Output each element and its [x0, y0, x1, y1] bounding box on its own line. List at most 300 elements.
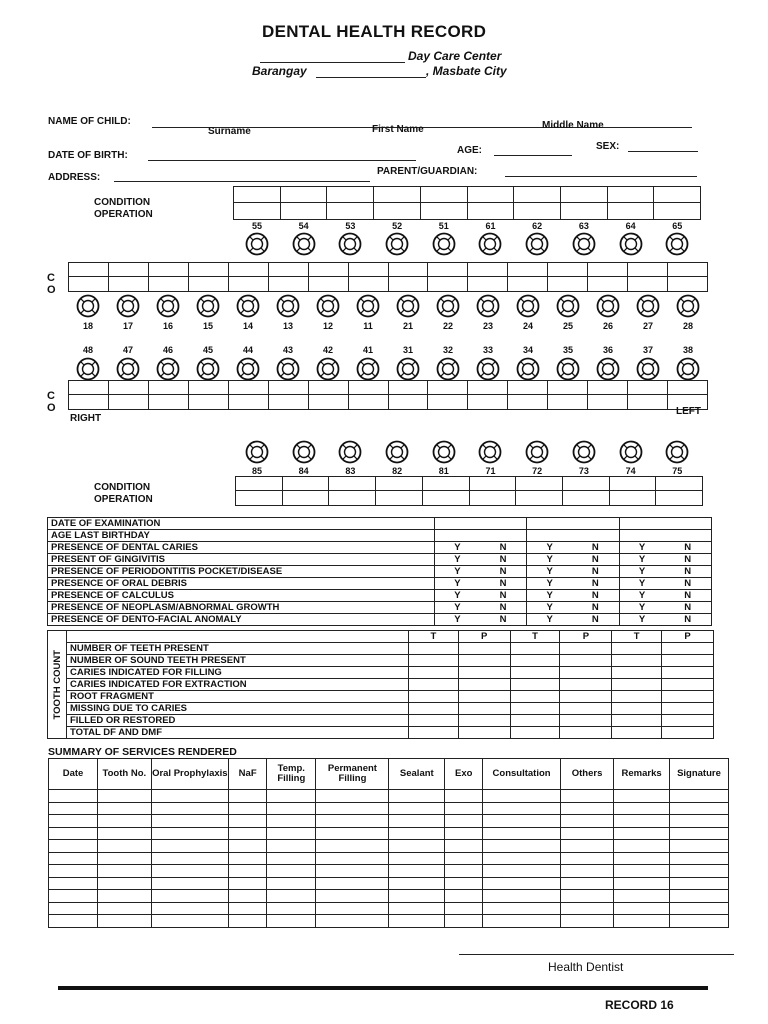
tooth-count-cell[interactable] [662, 655, 714, 667]
services-cell[interactable] [614, 890, 670, 903]
co-cell[interactable] [234, 187, 280, 202]
tooth-count-cell[interactable] [662, 691, 714, 703]
tooth-count-cell[interactable] [409, 691, 459, 703]
services-cell[interactable] [229, 890, 267, 903]
tooth-32-icon[interactable] [436, 357, 460, 381]
tooth-count-cell[interactable] [662, 679, 714, 691]
co-cell[interactable] [228, 381, 268, 394]
tooth-count-cell[interactable] [458, 667, 510, 679]
co-cell[interactable] [667, 381, 707, 394]
tooth-count-cell[interactable] [458, 715, 510, 727]
services-cell[interactable] [229, 827, 267, 840]
services-cell[interactable] [267, 865, 316, 878]
services-cell[interactable] [445, 815, 483, 828]
services-cell[interactable] [316, 840, 389, 853]
tooth-count-cell[interactable] [510, 727, 560, 739]
co-cell[interactable] [420, 203, 467, 219]
tooth-84-icon[interactable] [292, 440, 316, 464]
tooth-17-icon[interactable] [116, 294, 140, 318]
tooth-83-icon[interactable] [338, 440, 362, 464]
services-cell[interactable] [389, 877, 445, 890]
tooth-count-cell[interactable] [612, 691, 662, 703]
tooth-count-cell[interactable] [510, 715, 560, 727]
co-cell[interactable] [560, 187, 607, 202]
co-cell[interactable] [108, 381, 148, 394]
co-cell[interactable] [108, 277, 148, 291]
exam-y-option[interactable]: Y [619, 614, 664, 626]
tooth-count-cell[interactable] [510, 643, 560, 655]
co-cell[interactable] [420, 187, 467, 202]
tooth-count-cell[interactable] [662, 667, 714, 679]
exam-n-option[interactable]: N [572, 554, 619, 566]
exam-y-option[interactable]: Y [527, 566, 572, 578]
exam-n-option[interactable]: N [664, 578, 711, 590]
exam-n-option[interactable]: N [664, 602, 711, 614]
tooth-count-cell[interactable] [409, 715, 459, 727]
services-cell[interactable] [98, 790, 151, 803]
co-cell[interactable] [627, 395, 667, 409]
services-cell[interactable] [389, 827, 445, 840]
co-cell[interactable] [326, 203, 373, 219]
co-cell[interactable] [427, 395, 467, 409]
co-cell[interactable] [469, 491, 516, 505]
services-cell[interactable] [389, 890, 445, 903]
tooth-38-icon[interactable] [676, 357, 700, 381]
tooth-21-icon[interactable] [396, 294, 420, 318]
exam-y-option[interactable]: Y [527, 542, 572, 554]
services-cell[interactable] [151, 852, 228, 865]
services-cell[interactable] [98, 865, 151, 878]
services-cell[interactable] [316, 877, 389, 890]
tooth-14-icon[interactable] [236, 294, 260, 318]
tooth-42-icon[interactable] [316, 357, 340, 381]
services-cell[interactable] [151, 890, 228, 903]
co-cell[interactable] [469, 477, 516, 490]
co-cell[interactable] [308, 381, 348, 394]
co-cell[interactable] [268, 395, 308, 409]
co-cell[interactable] [427, 263, 467, 276]
services-cell[interactable] [229, 852, 267, 865]
tooth-count-cell[interactable] [662, 727, 714, 739]
co-cell[interactable] [375, 491, 422, 505]
services-cell[interactable] [389, 840, 445, 853]
co-cell[interactable] [587, 263, 627, 276]
exam-n-option[interactable]: N [664, 554, 711, 566]
services-cell[interactable] [49, 852, 98, 865]
services-cell[interactable] [669, 790, 728, 803]
co-cell[interactable] [228, 277, 268, 291]
co-cell[interactable] [234, 203, 280, 219]
tooth-count-cell[interactable] [409, 655, 459, 667]
tooth-count-cell[interactable] [560, 715, 612, 727]
tooth-61-icon[interactable] [478, 232, 502, 256]
co-cell[interactable] [148, 263, 188, 276]
services-cell[interactable] [483, 890, 560, 903]
exam-n-option[interactable]: N [480, 614, 527, 626]
services-cell[interactable] [483, 877, 560, 890]
tooth-41-icon[interactable] [356, 357, 380, 381]
co-cell[interactable] [282, 491, 329, 505]
services-cell[interactable] [560, 890, 613, 903]
services-cell[interactable] [669, 802, 728, 815]
co-cell[interactable] [587, 381, 627, 394]
services-cell[interactable] [151, 840, 228, 853]
tooth-54-icon[interactable] [292, 232, 316, 256]
tooth-64-icon[interactable] [619, 232, 643, 256]
tooth-46-icon[interactable] [156, 357, 180, 381]
services-cell[interactable] [316, 790, 389, 803]
tooth-18-icon[interactable] [76, 294, 100, 318]
co-cell[interactable] [148, 381, 188, 394]
exam-n-option[interactable]: N [572, 566, 619, 578]
services-cell[interactable] [267, 877, 316, 890]
exam-y-option[interactable]: Y [435, 602, 480, 614]
co-cell[interactable] [236, 477, 282, 490]
tooth-count-cell[interactable] [458, 727, 510, 739]
exam-n-option[interactable]: N [572, 578, 619, 590]
services-cell[interactable] [669, 827, 728, 840]
tooth-13-icon[interactable] [276, 294, 300, 318]
services-cell[interactable] [229, 865, 267, 878]
exam-y-option[interactable]: Y [435, 614, 480, 626]
tooth-51-icon[interactable] [432, 232, 456, 256]
exam-y-option[interactable]: Y [527, 554, 572, 566]
services-cell[interactable] [614, 902, 670, 915]
tooth-count-cell[interactable] [560, 679, 612, 691]
services-cell[interactable] [483, 815, 560, 828]
co-cell[interactable] [515, 477, 562, 490]
tooth-34-icon[interactable] [516, 357, 540, 381]
tooth-count-cell[interactable] [662, 703, 714, 715]
co-cell[interactable] [547, 277, 587, 291]
exam-n-option[interactable]: N [572, 614, 619, 626]
tooth-75-icon[interactable] [665, 440, 689, 464]
services-cell[interactable] [229, 840, 267, 853]
co-cell[interactable] [326, 187, 373, 202]
co-cell[interactable] [507, 277, 547, 291]
co-cell[interactable] [607, 203, 654, 219]
tooth-count-cell[interactable] [612, 643, 662, 655]
co-cell[interactable] [467, 187, 514, 202]
services-cell[interactable] [151, 802, 228, 815]
services-cell[interactable] [229, 815, 267, 828]
services-cell[interactable] [316, 827, 389, 840]
tooth-count-cell[interactable] [458, 643, 510, 655]
services-cell[interactable] [560, 827, 613, 840]
services-cell[interactable] [151, 827, 228, 840]
tooth-count-cell[interactable] [409, 703, 459, 715]
services-cell[interactable] [560, 902, 613, 915]
services-cell[interactable] [614, 877, 670, 890]
tooth-count-cell[interactable] [662, 643, 714, 655]
co-cell[interactable] [148, 277, 188, 291]
exam-y-option[interactable]: Y [619, 566, 664, 578]
tooth-count-cell[interactable] [662, 715, 714, 727]
services-cell[interactable] [560, 877, 613, 890]
services-cell[interactable] [229, 790, 267, 803]
services-cell[interactable] [267, 840, 316, 853]
co-cell[interactable] [547, 381, 587, 394]
co-cell[interactable] [373, 187, 420, 202]
co-cell[interactable] [69, 277, 108, 291]
services-cell[interactable] [560, 852, 613, 865]
tooth-55-icon[interactable] [245, 232, 269, 256]
exam-y-option[interactable]: Y [619, 542, 664, 554]
tooth-25-icon[interactable] [556, 294, 580, 318]
co-cell[interactable] [627, 263, 667, 276]
co-cell[interactable] [348, 277, 388, 291]
co-cell[interactable] [388, 381, 428, 394]
tooth-47-icon[interactable] [116, 357, 140, 381]
services-cell[interactable] [669, 902, 728, 915]
services-cell[interactable] [151, 877, 228, 890]
services-cell[interactable] [389, 852, 445, 865]
co-cell[interactable] [513, 203, 560, 219]
exam-n-option[interactable]: N [480, 554, 527, 566]
services-cell[interactable] [267, 902, 316, 915]
co-cell[interactable] [188, 381, 228, 394]
tooth-44-icon[interactable] [236, 357, 260, 381]
co-cell[interactable] [467, 263, 507, 276]
services-cell[interactable] [445, 827, 483, 840]
tooth-31-icon[interactable] [396, 357, 420, 381]
co-cell[interactable] [627, 277, 667, 291]
co-cell[interactable] [69, 381, 108, 394]
co-cell[interactable] [328, 491, 375, 505]
services-cell[interactable] [560, 815, 613, 828]
services-cell[interactable] [560, 865, 613, 878]
co-cell[interactable] [375, 477, 422, 490]
services-cell[interactable] [445, 865, 483, 878]
exam-y-option[interactable]: Y [527, 590, 572, 602]
tooth-26-icon[interactable] [596, 294, 620, 318]
services-cell[interactable] [560, 915, 613, 928]
services-cell[interactable] [483, 790, 560, 803]
exam-n-option[interactable]: N [572, 590, 619, 602]
services-cell[interactable] [614, 840, 670, 853]
services-cell[interactable] [151, 865, 228, 878]
exam-cell[interactable] [619, 530, 711, 542]
tooth-count-cell[interactable] [560, 667, 612, 679]
services-cell[interactable] [483, 865, 560, 878]
services-cell[interactable] [614, 827, 670, 840]
co-cell[interactable] [627, 381, 667, 394]
tooth-48-icon[interactable] [76, 357, 100, 381]
tooth-24-icon[interactable] [516, 294, 540, 318]
tooth-count-cell[interactable] [409, 727, 459, 739]
tooth-71-icon[interactable] [478, 440, 502, 464]
co-cell[interactable] [513, 187, 560, 202]
co-cell[interactable] [348, 395, 388, 409]
services-cell[interactable] [151, 790, 228, 803]
services-cell[interactable] [98, 827, 151, 840]
co-cell[interactable] [507, 381, 547, 394]
co-cell[interactable] [655, 477, 702, 490]
services-cell[interactable] [669, 815, 728, 828]
co-cell[interactable] [188, 263, 228, 276]
exam-n-option[interactable]: N [480, 566, 527, 578]
exam-n-option[interactable]: N [664, 614, 711, 626]
services-cell[interactable] [614, 852, 670, 865]
services-cell[interactable] [669, 915, 728, 928]
tooth-count-cell[interactable] [510, 679, 560, 691]
co-cell[interactable] [507, 395, 547, 409]
services-cell[interactable] [669, 865, 728, 878]
exam-cell[interactable] [527, 518, 619, 530]
exam-n-option[interactable]: N [664, 542, 711, 554]
services-cell[interactable] [98, 877, 151, 890]
tooth-63-icon[interactable] [572, 232, 596, 256]
co-cell[interactable] [655, 491, 702, 505]
co-cell[interactable] [188, 395, 228, 409]
services-cell[interactable] [445, 802, 483, 815]
tooth-count-cell[interactable] [458, 703, 510, 715]
tooth-count-cell[interactable] [612, 703, 662, 715]
exam-n-option[interactable]: N [480, 602, 527, 614]
co-cell[interactable] [607, 187, 654, 202]
services-cell[interactable] [267, 802, 316, 815]
services-cell[interactable] [483, 802, 560, 815]
services-cell[interactable] [49, 877, 98, 890]
services-cell[interactable] [267, 852, 316, 865]
services-cell[interactable] [316, 902, 389, 915]
co-cell[interactable] [547, 263, 587, 276]
co-cell[interactable] [427, 381, 467, 394]
co-cell[interactable] [108, 395, 148, 409]
co-cell[interactable] [228, 395, 268, 409]
co-cell[interactable] [268, 263, 308, 276]
services-cell[interactable] [229, 902, 267, 915]
co-cell[interactable] [373, 203, 420, 219]
exam-cell[interactable] [435, 530, 527, 542]
exam-y-option[interactable]: Y [527, 578, 572, 590]
co-cell[interactable] [69, 395, 108, 409]
co-cell[interactable] [562, 491, 609, 505]
co-cell[interactable] [348, 381, 388, 394]
services-cell[interactable] [98, 915, 151, 928]
tooth-count-cell[interactable] [560, 655, 612, 667]
exam-cell[interactable] [619, 518, 711, 530]
exam-y-option[interactable]: Y [435, 542, 480, 554]
services-cell[interactable] [614, 790, 670, 803]
tooth-22-icon[interactable] [436, 294, 460, 318]
services-cell[interactable] [98, 840, 151, 853]
tooth-count-cell[interactable] [409, 667, 459, 679]
co-cell[interactable] [308, 395, 348, 409]
tooth-count-cell[interactable] [510, 667, 560, 679]
tooth-65-icon[interactable] [665, 232, 689, 256]
services-cell[interactable] [49, 815, 98, 828]
tooth-45-icon[interactable] [196, 357, 220, 381]
services-cell[interactable] [151, 815, 228, 828]
tooth-count-cell[interactable] [458, 691, 510, 703]
co-cell[interactable] [69, 263, 108, 276]
services-cell[interactable] [316, 890, 389, 903]
co-cell[interactable] [228, 263, 268, 276]
services-cell[interactable] [560, 790, 613, 803]
co-cell[interactable] [282, 477, 329, 490]
services-cell[interactable] [49, 890, 98, 903]
tooth-count-cell[interactable] [510, 655, 560, 667]
exam-y-option[interactable]: Y [619, 602, 664, 614]
tooth-37-icon[interactable] [636, 357, 660, 381]
services-cell[interactable] [49, 827, 98, 840]
services-cell[interactable] [316, 802, 389, 815]
services-cell[interactable] [445, 902, 483, 915]
co-cell[interactable] [308, 263, 348, 276]
exam-n-option[interactable]: N [572, 542, 619, 554]
services-cell[interactable] [614, 915, 670, 928]
services-cell[interactable] [49, 902, 98, 915]
services-cell[interactable] [669, 877, 728, 890]
exam-y-option[interactable]: Y [527, 614, 572, 626]
tooth-count-cell[interactable] [560, 703, 612, 715]
services-cell[interactable] [389, 865, 445, 878]
co-cell[interactable] [348, 263, 388, 276]
tooth-count-cell[interactable] [612, 679, 662, 691]
exam-y-option[interactable]: Y [435, 554, 480, 566]
co-cell[interactable] [108, 263, 148, 276]
services-cell[interactable] [560, 840, 613, 853]
tooth-11-icon[interactable] [356, 294, 380, 318]
co-cell[interactable] [422, 477, 469, 490]
services-cell[interactable] [98, 890, 151, 903]
services-cell[interactable] [151, 902, 228, 915]
co-cell[interactable] [280, 187, 327, 202]
co-cell[interactable] [653, 203, 700, 219]
services-cell[interactable] [445, 840, 483, 853]
co-cell[interactable] [268, 277, 308, 291]
exam-n-option[interactable]: N [664, 566, 711, 578]
exam-y-option[interactable]: Y [619, 590, 664, 602]
tooth-count-cell[interactable] [560, 727, 612, 739]
services-cell[interactable] [445, 877, 483, 890]
exam-y-option[interactable]: Y [435, 590, 480, 602]
tooth-15-icon[interactable] [196, 294, 220, 318]
services-cell[interactable] [267, 915, 316, 928]
tooth-85-icon[interactable] [245, 440, 269, 464]
services-cell[interactable] [267, 890, 316, 903]
services-cell[interactable] [98, 815, 151, 828]
co-cell[interactable] [280, 203, 327, 219]
tooth-count-cell[interactable] [612, 727, 662, 739]
exam-n-option[interactable]: N [664, 590, 711, 602]
services-cell[interactable] [267, 790, 316, 803]
exam-y-option[interactable]: Y [619, 554, 664, 566]
services-cell[interactable] [151, 915, 228, 928]
services-cell[interactable] [669, 852, 728, 865]
co-cell[interactable] [308, 277, 348, 291]
services-cell[interactable] [483, 827, 560, 840]
exam-n-option[interactable]: N [480, 542, 527, 554]
tooth-82-icon[interactable] [385, 440, 409, 464]
tooth-33-icon[interactable] [476, 357, 500, 381]
services-cell[interactable] [445, 852, 483, 865]
tooth-73-icon[interactable] [572, 440, 596, 464]
tooth-count-cell[interactable] [510, 703, 560, 715]
services-cell[interactable] [445, 915, 483, 928]
co-cell[interactable] [467, 277, 507, 291]
tooth-52-icon[interactable] [385, 232, 409, 256]
co-cell[interactable] [562, 477, 609, 490]
tooth-count-cell[interactable] [458, 655, 510, 667]
exam-y-option[interactable]: Y [619, 578, 664, 590]
tooth-53-icon[interactable] [338, 232, 362, 256]
co-cell[interactable] [236, 491, 282, 505]
services-cell[interactable] [316, 915, 389, 928]
tooth-count-cell[interactable] [612, 715, 662, 727]
services-cell[interactable] [229, 877, 267, 890]
